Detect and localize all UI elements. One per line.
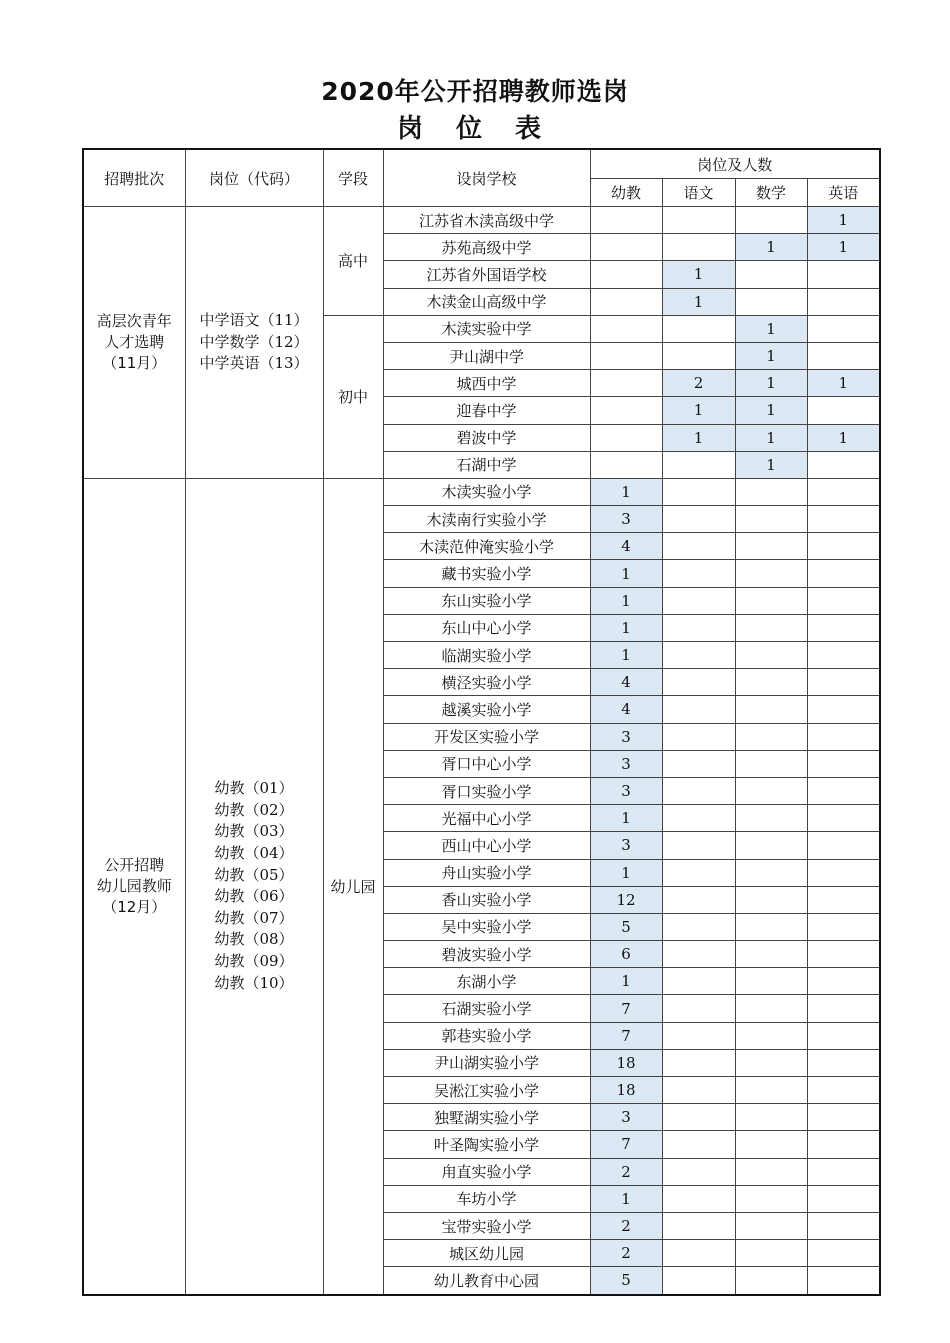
youjiao-count-cell: 1	[590, 859, 662, 886]
post-cell-kindergarten-line: 幼教（07）	[214, 908, 294, 927]
yingyu-count-cell	[807, 642, 880, 669]
shuxue-count-cell	[735, 750, 807, 777]
yuwen-count-cell	[662, 669, 735, 696]
page-title: 2020年公开招聘教师选岗	[321, 77, 629, 106]
yuwen-count-cell	[662, 777, 735, 804]
youjiao-count-cell: 2	[590, 1158, 662, 1185]
post-cell-kindergarten-line: 幼教（06）	[214, 887, 294, 906]
school-cell: 香山实验小学	[383, 886, 590, 913]
yingyu-count-cell	[807, 342, 880, 369]
yingyu-count-cell	[807, 315, 880, 342]
youjiao-count-cell	[590, 234, 662, 261]
shuxue-count-cell	[735, 288, 807, 315]
shuxue-count-cell	[735, 1158, 807, 1185]
post-cell-kindergarten-line: 幼教（05）	[214, 865, 294, 884]
shuxue-count-cell	[735, 913, 807, 940]
yingyu-count-cell	[807, 1185, 880, 1212]
shuxue-count-cell	[735, 207, 807, 234]
yuwen-count-cell	[662, 342, 735, 369]
yuwen-count-cell	[662, 506, 735, 533]
yuwen-count-cell	[662, 614, 735, 641]
yingyu-count-cell	[807, 723, 880, 750]
yingyu-count-cell	[807, 859, 880, 886]
yuwen-count-cell	[662, 642, 735, 669]
youjiao-count-cell	[590, 397, 662, 424]
yingyu-count-cell	[807, 913, 880, 940]
school-cell: 幼儿教育中心园	[383, 1267, 590, 1295]
school-cell: 东湖小学	[383, 968, 590, 995]
yingyu-count-cell	[807, 587, 880, 614]
yuwen-count-cell	[662, 832, 735, 859]
post-cell-kindergarten-line: 幼教（08）	[214, 930, 294, 949]
header-positions: 岗位及人数	[590, 149, 880, 179]
youjiao-count-cell: 5	[590, 1267, 662, 1295]
youjiao-count-cell: 3	[590, 1104, 662, 1131]
yuwen-count-cell	[662, 1158, 735, 1185]
shuxue-count-cell	[735, 805, 807, 832]
header-yuwen: 语文	[662, 179, 735, 207]
header-yingyu: 英语	[807, 179, 880, 207]
yingyu-count-cell: 1	[807, 370, 880, 397]
yingyu-count-cell	[807, 1212, 880, 1239]
yingyu-count-cell	[807, 968, 880, 995]
stage-cell-high: 高中	[323, 207, 383, 316]
shuxue-count-cell	[735, 1131, 807, 1158]
post-cell-kindergarten-line: 幼教（01）	[214, 779, 294, 798]
header-youjiao: 幼教	[590, 179, 662, 207]
youjiao-count-cell: 5	[590, 913, 662, 940]
youjiao-count-cell: 12	[590, 886, 662, 913]
youjiao-count-cell	[590, 451, 662, 478]
yingyu-count-cell	[807, 560, 880, 587]
youjiao-count-cell: 6	[590, 941, 662, 968]
shuxue-count-cell	[735, 968, 807, 995]
school-cell: 江苏省木渎高级中学	[383, 207, 590, 234]
shuxue-count-cell	[735, 995, 807, 1022]
page-subtitle: 岗 位 表	[396, 114, 554, 144]
shuxue-count-cell	[735, 832, 807, 859]
batch-cell-kindergarten-line: 公开招聘	[104, 855, 165, 874]
youjiao-count-cell: 7	[590, 1131, 662, 1158]
yuwen-count-cell	[662, 1049, 735, 1076]
yingyu-count-cell	[807, 1104, 880, 1131]
youjiao-count-cell	[590, 342, 662, 369]
post-cell-kindergarten-line: 幼教（09）	[214, 951, 294, 970]
yingyu-count-cell	[807, 777, 880, 804]
shuxue-count-cell	[735, 478, 807, 505]
yuwen-count-cell	[662, 913, 735, 940]
youjiao-count-cell	[590, 424, 662, 451]
shuxue-count-cell: 1	[735, 370, 807, 397]
school-cell: 尹山湖实验小学	[383, 1049, 590, 1076]
shuxue-count-cell	[735, 1104, 807, 1131]
yuwen-count-cell	[662, 723, 735, 750]
youjiao-count-cell: 4	[590, 533, 662, 560]
shuxue-count-cell	[735, 941, 807, 968]
yingyu-count-cell	[807, 995, 880, 1022]
youjiao-count-cell: 3	[590, 506, 662, 533]
header-shuxue: 数学	[735, 179, 807, 207]
yuwen-count-cell	[662, 886, 735, 913]
yingyu-count-cell	[807, 1049, 880, 1076]
yuwen-count-cell	[662, 1022, 735, 1049]
yingyu-count-cell	[807, 832, 880, 859]
yingyu-count-cell	[807, 696, 880, 723]
yingyu-count-cell	[807, 1131, 880, 1158]
yingyu-count-cell	[807, 1240, 880, 1267]
youjiao-count-cell: 3	[590, 777, 662, 804]
yingyu-count-cell: 1	[807, 424, 880, 451]
shuxue-count-cell	[735, 777, 807, 804]
school-cell: 临湖实验小学	[383, 642, 590, 669]
school-cell: 藏书实验小学	[383, 560, 590, 587]
youjiao-count-cell: 3	[590, 832, 662, 859]
yingyu-count-cell	[807, 1077, 880, 1104]
youjiao-count-cell: 7	[590, 995, 662, 1022]
yingyu-count-cell	[807, 478, 880, 505]
batch-cell-talent-line: 高层次青年	[96, 311, 172, 330]
yuwen-count-cell: 2	[662, 370, 735, 397]
shuxue-count-cell	[735, 1049, 807, 1076]
yingyu-count-cell	[807, 533, 880, 560]
shuxue-count-cell	[735, 1185, 807, 1212]
header-school: 设岗学校	[383, 149, 590, 207]
table-row	[83, 478, 880, 505]
school-cell: 横泾实验小学	[383, 669, 590, 696]
youjiao-count-cell	[590, 261, 662, 288]
yuwen-count-cell	[662, 1185, 735, 1212]
post-cell-kindergarten-line: 幼教（03）	[214, 822, 294, 841]
youjiao-count-cell: 4	[590, 696, 662, 723]
shuxue-count-cell	[735, 533, 807, 560]
school-cell: 碧波中学	[383, 424, 590, 451]
school-cell: 叶圣陶实验小学	[383, 1131, 590, 1158]
yingyu-count-cell	[807, 805, 880, 832]
school-cell: 木渎南行实验小学	[383, 506, 590, 533]
shuxue-count-cell	[735, 506, 807, 533]
shuxue-count-cell	[735, 1212, 807, 1239]
youjiao-count-cell: 2	[590, 1240, 662, 1267]
yuwen-count-cell: 1	[662, 424, 735, 451]
youjiao-count-cell: 2	[590, 1212, 662, 1239]
shuxue-count-cell	[735, 886, 807, 913]
yuwen-count-cell	[662, 1240, 735, 1267]
post-cell-secondary-line: 中学英语（13）	[199, 354, 309, 373]
yingyu-count-cell	[807, 669, 880, 696]
yuwen-count-cell	[662, 1267, 735, 1295]
post-cell-secondary	[185, 207, 323, 479]
shuxue-count-cell	[735, 1267, 807, 1295]
yuwen-count-cell	[662, 968, 735, 995]
stage-cell-kindergarten: 幼儿园	[323, 478, 383, 1294]
youjiao-count-cell	[590, 315, 662, 342]
school-cell: 郭巷实验小学	[383, 1022, 590, 1049]
yuwen-count-cell: 1	[662, 261, 735, 288]
shuxue-count-cell: 1	[735, 342, 807, 369]
post-cell-secondary-line: 中学语文（11）	[199, 311, 309, 330]
school-cell: 车坊小学	[383, 1185, 590, 1212]
school-cell: 独墅湖实验小学	[383, 1104, 590, 1131]
batch-cell-talent	[83, 207, 185, 479]
shuxue-count-cell: 1	[735, 451, 807, 478]
shuxue-count-cell	[735, 1077, 807, 1104]
school-cell: 吴淞江实验小学	[383, 1077, 590, 1104]
youjiao-count-cell: 1	[590, 1185, 662, 1212]
batch-cell-kindergarten-line: （12月）	[102, 897, 167, 916]
shuxue-count-cell	[735, 261, 807, 288]
yuwen-count-cell	[662, 1131, 735, 1158]
school-cell: 舟山实验小学	[383, 859, 590, 886]
school-cell: 西山中心小学	[383, 832, 590, 859]
yingyu-count-cell	[807, 886, 880, 913]
yuwen-count-cell	[662, 451, 735, 478]
stage-cell-middle: 初中	[323, 315, 383, 478]
school-cell: 越溪实验小学	[383, 696, 590, 723]
batch-cell-talent-line: 人才选聘	[104, 332, 165, 351]
youjiao-count-cell: 1	[590, 805, 662, 832]
school-cell: 木渎范仲淹实验小学	[383, 533, 590, 560]
yuwen-count-cell	[662, 859, 735, 886]
shuxue-count-cell	[735, 1022, 807, 1049]
shuxue-count-cell	[735, 859, 807, 886]
yingyu-count-cell	[807, 261, 880, 288]
shuxue-count-cell	[735, 1240, 807, 1267]
yuwen-count-cell	[662, 478, 735, 505]
header-batch: 招聘批次	[83, 149, 185, 207]
batch-cell-talent-line: （11月）	[102, 353, 167, 372]
youjiao-count-cell: 18	[590, 1077, 662, 1104]
school-cell: 光福中心小学	[383, 805, 590, 832]
shuxue-count-cell	[735, 669, 807, 696]
shuxue-count-cell: 1	[735, 315, 807, 342]
positions-table	[82, 148, 881, 1296]
yingyu-count-cell: 1	[807, 234, 880, 261]
youjiao-count-cell: 1	[590, 614, 662, 641]
yingyu-count-cell	[807, 506, 880, 533]
youjiao-count-cell: 1	[590, 587, 662, 614]
youjiao-count-cell	[590, 207, 662, 234]
batch-cell-kindergarten-line: 幼儿园教师	[96, 876, 172, 895]
school-cell: 吴中实验小学	[383, 913, 590, 940]
school-cell: 胥口实验小学	[383, 777, 590, 804]
post-cell-kindergarten	[185, 478, 323, 1294]
yingyu-count-cell	[807, 397, 880, 424]
yuwen-count-cell	[662, 207, 735, 234]
school-cell: 城西中学	[383, 370, 590, 397]
yingyu-count-cell	[807, 1158, 880, 1185]
youjiao-count-cell: 18	[590, 1049, 662, 1076]
post-cell-secondary-line: 中学数学（12）	[199, 332, 309, 351]
youjiao-count-cell: 3	[590, 750, 662, 777]
header-post: 岗位（代码）	[185, 149, 323, 207]
shuxue-count-cell	[735, 696, 807, 723]
yingyu-count-cell: 1	[807, 207, 880, 234]
shuxue-count-cell	[735, 614, 807, 641]
header-stage: 学段	[323, 149, 383, 207]
header-row	[83, 149, 880, 179]
youjiao-count-cell: 4	[590, 669, 662, 696]
yuwen-count-cell	[662, 1212, 735, 1239]
yuwen-count-cell	[662, 315, 735, 342]
youjiao-count-cell: 1	[590, 642, 662, 669]
shuxue-count-cell: 1	[735, 397, 807, 424]
post-cell-kindergarten-line: 幼教（04）	[214, 844, 294, 862]
yuwen-count-cell	[662, 995, 735, 1022]
shuxue-count-cell	[735, 587, 807, 614]
yuwen-count-cell	[662, 587, 735, 614]
school-cell: 胥口中心小学	[383, 750, 590, 777]
school-cell: 石湖中学	[383, 451, 590, 478]
yuwen-count-cell	[662, 941, 735, 968]
yuwen-count-cell	[662, 805, 735, 832]
yingyu-count-cell	[807, 614, 880, 641]
yuwen-count-cell	[662, 533, 735, 560]
school-cell: 江苏省外国语学校	[383, 261, 590, 288]
table-row	[83, 207, 880, 234]
school-cell: 木渎实验小学	[383, 478, 590, 505]
shuxue-count-cell	[735, 642, 807, 669]
youjiao-count-cell: 3	[590, 723, 662, 750]
youjiao-count-cell: 1	[590, 478, 662, 505]
youjiao-count-cell: 7	[590, 1022, 662, 1049]
school-cell: 石湖实验小学	[383, 995, 590, 1022]
shuxue-count-cell: 1	[735, 234, 807, 261]
school-cell: 木渎实验中学	[383, 315, 590, 342]
school-cell: 迎春中学	[383, 397, 590, 424]
yingyu-count-cell	[807, 1267, 880, 1295]
school-cell: 宝带实验小学	[383, 1212, 590, 1239]
youjiao-count-cell: 1	[590, 968, 662, 995]
youjiao-count-cell	[590, 370, 662, 397]
yingyu-count-cell	[807, 288, 880, 315]
school-cell: 东山中心小学	[383, 614, 590, 641]
yuwen-count-cell	[662, 750, 735, 777]
school-cell: 碧波实验小学	[383, 941, 590, 968]
shuxue-count-cell: 1	[735, 424, 807, 451]
yuwen-count-cell	[662, 1104, 735, 1131]
school-cell: 木渎金山高级中学	[383, 288, 590, 315]
post-cell-kindergarten-line: 幼教（10）	[214, 973, 294, 992]
yuwen-count-cell	[662, 696, 735, 723]
batch-cell-kindergarten	[83, 478, 185, 1294]
yuwen-count-cell: 1	[662, 288, 735, 315]
shuxue-count-cell	[735, 723, 807, 750]
school-cell: 苏苑高级中学	[383, 234, 590, 261]
yingyu-count-cell	[807, 451, 880, 478]
yingyu-count-cell	[807, 1022, 880, 1049]
yuwen-count-cell	[662, 560, 735, 587]
youjiao-count-cell: 1	[590, 560, 662, 587]
school-cell: 甪直实验小学	[383, 1158, 590, 1185]
youjiao-count-cell	[590, 288, 662, 315]
school-cell: 城区幼儿园	[383, 1240, 590, 1267]
school-cell: 东山实验小学	[383, 587, 590, 614]
yuwen-count-cell	[662, 234, 735, 261]
yingyu-count-cell	[807, 750, 880, 777]
yuwen-count-cell	[662, 1077, 735, 1104]
shuxue-count-cell	[735, 560, 807, 587]
yingyu-count-cell	[807, 941, 880, 968]
school-cell: 开发区实验小学	[383, 723, 590, 750]
yuwen-count-cell: 1	[662, 397, 735, 424]
post-cell-kindergarten-line: 幼教（02）	[214, 800, 294, 819]
school-cell: 尹山湖中学	[383, 342, 590, 369]
table-body	[83, 149, 880, 1295]
